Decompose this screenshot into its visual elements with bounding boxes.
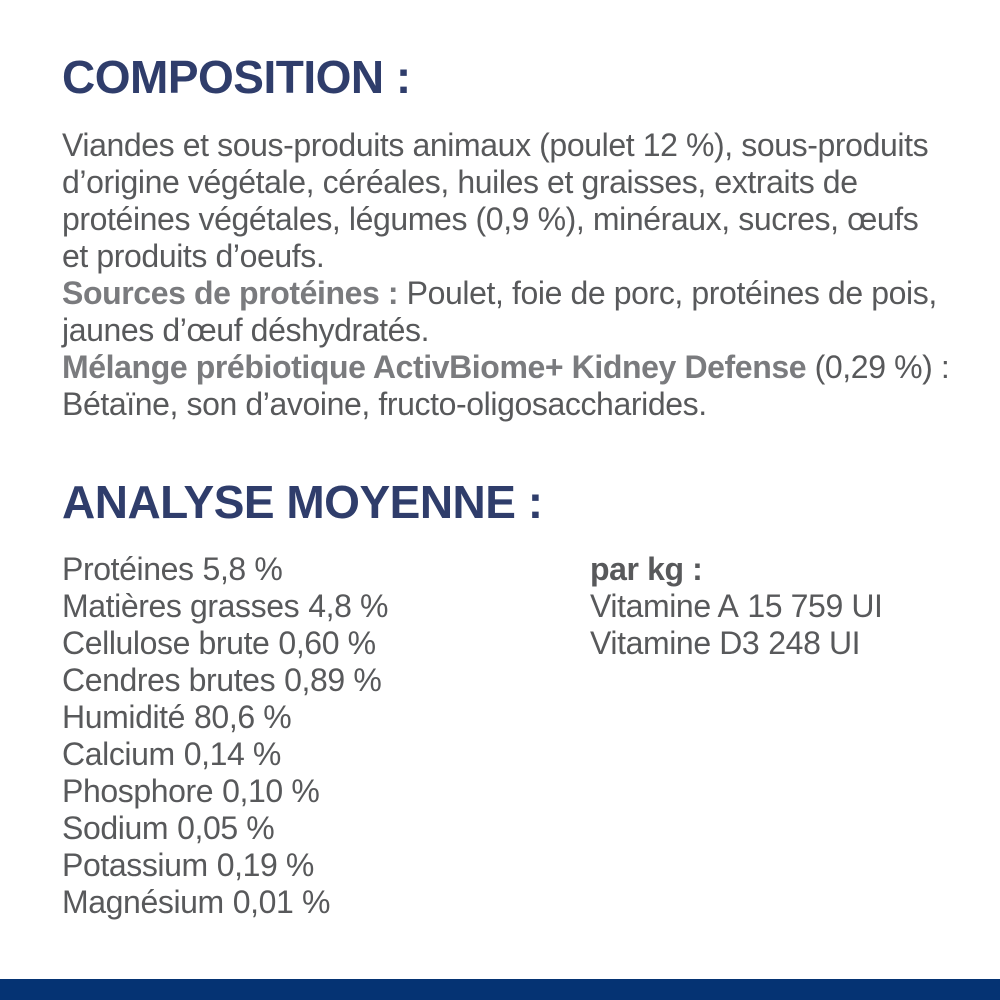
per-kg-label: Vitamine A xyxy=(590,588,739,624)
protein-sources-label: Sources de protéines : xyxy=(62,275,399,311)
protein-sources-paragraph xyxy=(62,275,950,349)
per-kg-value: 248 UI xyxy=(768,625,861,661)
analysis-value: 0,14 % xyxy=(183,736,281,772)
protein-sources-text: Poulet, foie de porc, protéines de pois, jaunes d’œuf déshydratés. xyxy=(62,275,937,348)
analysis-value: 0,10 % xyxy=(222,773,320,809)
analysis-row xyxy=(62,773,590,810)
prebiotic-blend-paragraph xyxy=(62,349,950,423)
analysis-row xyxy=(62,810,590,847)
composition-section xyxy=(62,51,950,423)
analysis-value: 0,01 % xyxy=(232,884,330,920)
analysis-label: Matières grasses xyxy=(62,588,300,624)
analysis-section xyxy=(62,476,950,921)
per-kg-row xyxy=(590,588,950,625)
composition-heading: COMPOSITION : xyxy=(62,51,411,103)
analysis-list xyxy=(62,551,590,921)
per-kg-label: Vitamine D3 xyxy=(590,625,760,661)
analysis-row xyxy=(62,551,590,588)
analysis-columns xyxy=(62,551,950,921)
prebiotic-blend-label: Mélange prébiotique ActivBiome+ Kidney Defense xyxy=(62,349,807,385)
analysis-value: 0,19 % xyxy=(216,847,314,883)
analysis-label: Cendres brutes xyxy=(62,662,276,698)
analysis-label: Magnésium xyxy=(62,884,224,920)
per-kg-heading: par kg : xyxy=(590,551,703,587)
analysis-label: Cellulose brute xyxy=(62,625,270,661)
analysis-value: 5,8 % xyxy=(202,551,283,587)
analysis-value: 0,89 % xyxy=(284,662,382,698)
ingredients-text: Viandes et sous-produits animaux (poulet 12 %), sous-produits d’origine végétale, céréales, huiles et graisses, extraits de protéines végétales, légumes (0,9 %), minéraux, sucres, œufs et produits d’oeufs. xyxy=(62,127,929,274)
analysis-row xyxy=(62,884,590,921)
analysis-row xyxy=(62,847,590,884)
per-kg-value: 15 759 UI xyxy=(747,588,883,624)
composition-text xyxy=(62,127,950,423)
prebiotic-blend-text: (0,29 %) : Bétaïne, son d’avoine, fructo-oligosaccharides. xyxy=(62,349,950,422)
footer-brand-bar xyxy=(0,979,1000,1000)
analysis-row xyxy=(62,736,590,773)
analysis-label: Sodium xyxy=(62,810,169,846)
analysis-label: Phosphore xyxy=(62,773,214,809)
analysis-row xyxy=(62,662,590,699)
analysis-label: Protéines xyxy=(62,551,194,587)
analysis-value: 4,8 % xyxy=(308,588,389,624)
analysis-value: 80,6 % xyxy=(194,699,292,735)
per-kg-row xyxy=(590,625,950,662)
analysis-label: Calcium xyxy=(62,736,175,772)
analysis-heading: ANALYSE MOYENNE : xyxy=(62,476,543,528)
analysis-row xyxy=(62,699,590,736)
analysis-value: 0,60 % xyxy=(278,625,376,661)
analysis-row xyxy=(62,625,590,662)
analysis-value: 0,05 % xyxy=(177,810,275,846)
analysis-label: Humidité xyxy=(62,699,186,735)
analysis-label: Potassium xyxy=(62,847,208,883)
ingredients-paragraph xyxy=(62,127,950,275)
analysis-row xyxy=(62,588,590,625)
per-kg-list xyxy=(590,551,950,921)
